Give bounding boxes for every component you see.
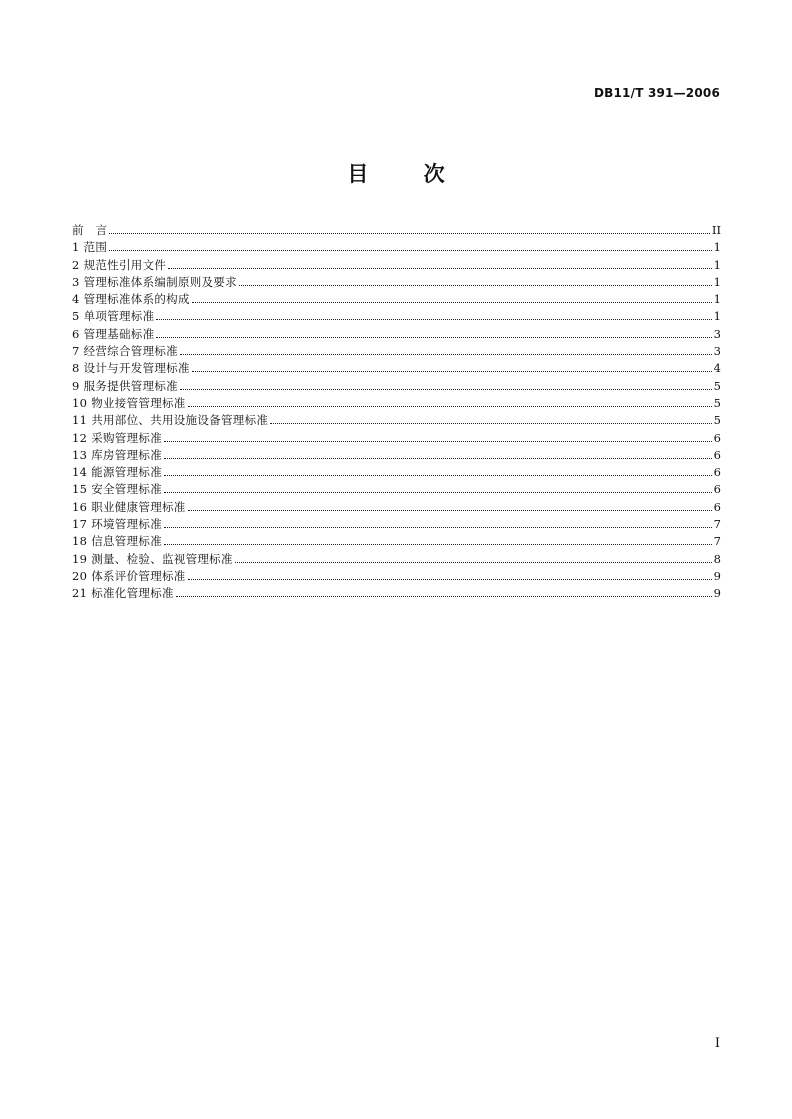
- toc-leader-dots: [192, 371, 712, 372]
- toc-entry-page: 5: [713, 395, 721, 410]
- toc-entry-page: 7: [713, 534, 721, 549]
- toc-leader-dots: [192, 302, 712, 303]
- toc-entry-page: 1: [713, 257, 721, 272]
- toc-entry-page: 9: [713, 586, 721, 601]
- toc-leader-dots: [156, 337, 711, 338]
- toc-leader-dots: [156, 319, 711, 320]
- toc-entry[interactable]: [72, 308, 721, 325]
- toc-leader-dots: [180, 354, 712, 355]
- toc-leader-dots: [164, 458, 712, 459]
- toc-leader-dots: [109, 233, 710, 234]
- toc-entry[interactable]: [72, 499, 721, 516]
- toc-entry-label: 6 管理基础标准: [72, 326, 155, 341]
- toc-entry-page: 7: [713, 517, 721, 532]
- toc-entry-label: 8 设计与开发管理标准: [72, 361, 190, 376]
- toc-entry[interactable]: [72, 533, 721, 550]
- toc-entry-page: 1: [713, 309, 721, 324]
- toc-leader-dots: [164, 527, 712, 528]
- toc-leader-dots: [164, 492, 712, 493]
- toc-entry[interactable]: [72, 447, 721, 464]
- toc-leader-dots: [188, 579, 712, 580]
- toc-leader-dots: [164, 544, 712, 545]
- toc-entry[interactable]: [72, 378, 721, 395]
- toc-leader-dots: [109, 250, 712, 251]
- toc-leader-dots: [188, 406, 712, 407]
- toc-entry-label: 9 服务提供管理标准: [72, 378, 178, 393]
- toc-entry-label: 17 环境管理标准: [72, 517, 162, 532]
- toc-entry[interactable]: [72, 481, 721, 498]
- toc-entry-page: 6: [713, 499, 721, 514]
- toc-leader-dots: [235, 562, 712, 563]
- toc-entry-page: 1: [713, 292, 721, 307]
- document-id: DB11/T 391—2006: [594, 86, 720, 100]
- toc-entry[interactable]: [72, 239, 721, 256]
- toc-entry-label: 4 管理标准体系的构成: [72, 292, 190, 307]
- table-of-contents: [72, 222, 721, 603]
- toc-entry-label: 5 单项管理标准: [72, 309, 155, 324]
- toc-entry[interactable]: [72, 343, 721, 360]
- toc-entry-label: 12 采购管理标准: [72, 430, 162, 445]
- toc-leader-dots: [239, 285, 712, 286]
- toc-entry-page: 6: [713, 465, 721, 480]
- toc-entry[interactable]: [72, 551, 721, 568]
- toc-entry[interactable]: [72, 326, 721, 343]
- toc-entry-label: 16 职业健康管理标准: [72, 499, 186, 514]
- toc-entry-label: 15 安全管理标准: [72, 482, 162, 497]
- toc-entry-label: 21 标准化管理标准: [72, 586, 174, 601]
- toc-leader-dots: [180, 389, 712, 390]
- toc-entry[interactable]: [72, 464, 721, 481]
- toc-leader-dots: [168, 268, 712, 269]
- toc-entry-page: 3: [713, 326, 721, 341]
- toc-entry-page: 4: [713, 361, 721, 376]
- toc-leader-dots: [164, 441, 712, 442]
- toc-entry[interactable]: [72, 395, 721, 412]
- toc-entry[interactable]: [72, 585, 721, 602]
- toc-entry-label: 7 经营综合管理标准: [72, 344, 178, 359]
- toc-entry-label: 19 测量、检验、监视管理标准: [72, 551, 233, 566]
- page-title: 目 次: [347, 162, 469, 186]
- toc-entry[interactable]: [72, 568, 721, 585]
- toc-entry-page: 3: [713, 344, 721, 359]
- toc-entry[interactable]: [72, 412, 721, 429]
- page-number: I: [714, 1036, 720, 1051]
- toc-entry[interactable]: [72, 291, 721, 308]
- toc-entry-page: 6: [713, 482, 721, 497]
- toc-entry-page: 1: [713, 274, 721, 289]
- toc-entry-label: 前 言: [72, 223, 108, 237]
- toc-entry-page: II: [711, 223, 721, 237]
- toc-entry-label: 2 规范性引用文件: [72, 257, 167, 272]
- toc-leader-dots: [164, 475, 712, 476]
- toc-entry-label: 11 共用部位、共用设施设备管理标准: [72, 413, 269, 428]
- toc-entry-page: 9: [713, 568, 721, 583]
- toc-entry[interactable]: [72, 222, 721, 239]
- toc-entry-label: 1 范围: [72, 240, 108, 255]
- toc-entry-label: 18 信息管理标准: [72, 534, 162, 549]
- toc-leader-dots: [188, 510, 712, 511]
- toc-entry[interactable]: [72, 257, 721, 274]
- toc-entry-label: 20 体系评价管理标准: [72, 568, 186, 583]
- toc-leader-dots: [176, 596, 712, 597]
- toc-entry-label: 13 库房管理标准: [72, 447, 162, 462]
- toc-entry-label: 10 物业接管管理标准: [72, 395, 186, 410]
- toc-entry-page: 6: [713, 447, 721, 462]
- toc-entry-page: 5: [713, 378, 721, 393]
- toc-entry-label: 3 管理标准体系编制原则及要求: [72, 274, 237, 289]
- toc-entry[interactable]: [72, 516, 721, 533]
- toc-entry[interactable]: [72, 360, 721, 377]
- toc-entry-page: 6: [713, 430, 721, 445]
- toc-entry-label: 14 能源管理标准: [72, 465, 162, 480]
- toc-entry[interactable]: [72, 430, 721, 447]
- toc-entry[interactable]: [72, 274, 721, 291]
- toc-entry-page: 5: [713, 413, 721, 428]
- toc-entry-page: 8: [713, 551, 721, 566]
- toc-entry-page: 1: [713, 240, 721, 255]
- toc-leader-dots: [270, 423, 711, 424]
